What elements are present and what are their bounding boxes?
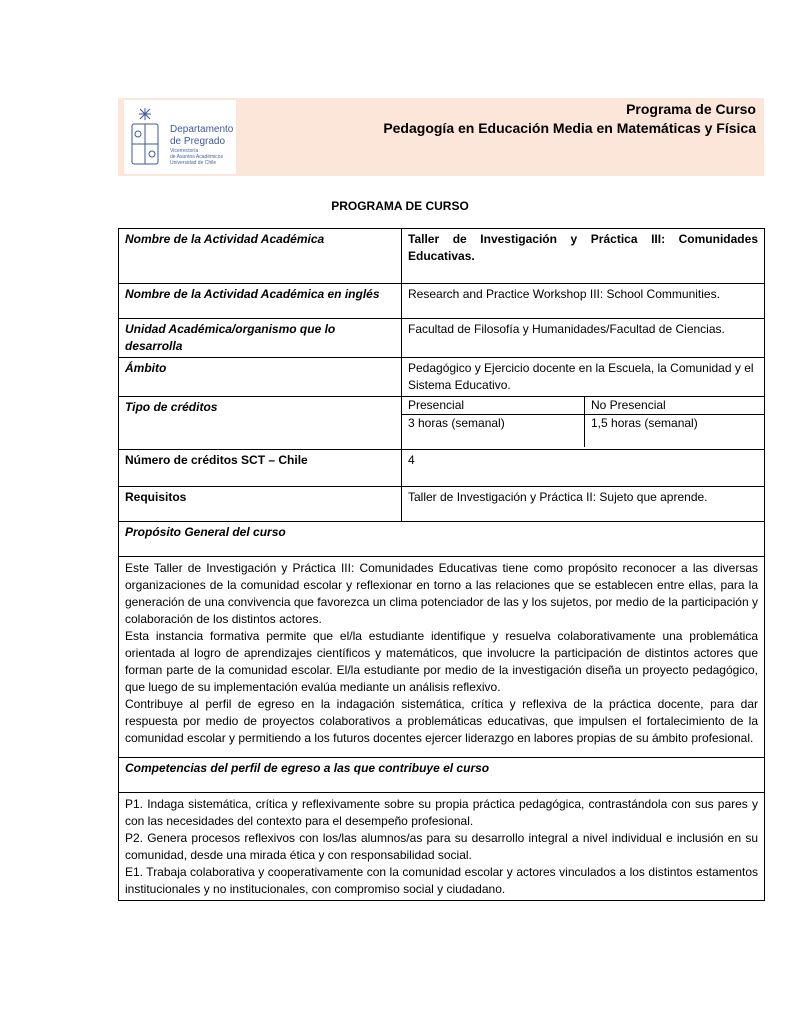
creditos-tipo-cell [402, 397, 765, 450]
row-creditos-num [119, 450, 765, 487]
competencia-e1: E1. Trabaja colaborativa y cooperativamente con la comunidad escolar y actores vinculados a los distintos estamentos institucionales y no institucionales, con compromiso social y ciudadano. [125, 865, 758, 896]
label-unidad: Unidad Académica/organismo que lo desarrolla [119, 319, 402, 358]
row-nombre [119, 229, 765, 284]
row-competencias-heading [119, 758, 765, 793]
creditos-subtable [402, 397, 764, 447]
row-unidad [119, 319, 765, 358]
value-nombre-en: Research and Practice Workshop III: School Communities. [402, 284, 765, 319]
label-nombre-en: Nombre de la Actividad Académica en inglés [119, 284, 402, 319]
department-logo [124, 100, 236, 174]
value-ambito: Pedagógico y Ejercicio docente en la Escuela, la Comunidad y el Sistema Educativo. [402, 358, 765, 397]
presencial-horas: 3 horas (semanal) [402, 415, 585, 448]
presencial-label: Presencial [402, 397, 585, 415]
row-creditos-tipo [119, 397, 765, 450]
proposito-paragraph-3: Contribuye al perfil de egreso en la indagación sistemática, crítica y reflexiva de la práctica docente, para dar respuesta por medio de proyectos colaborativos a problemáticas educativas, que impulsen el fortalecimiento de la comunidad escolar y permitiendo a los futuros docentes ejercer liderazgo en labores propias de su ámbito profesional. [125, 697, 758, 745]
logo-line-5: Universidad de Chile [170, 160, 217, 166]
row-competencias-body [119, 793, 765, 901]
course-table [118, 228, 765, 901]
page-header [118, 98, 764, 176]
label-ambito: Ámbito [119, 358, 402, 397]
label-requisitos: Requisitos [119, 487, 402, 522]
header-title [383, 100, 756, 138]
proposito-paragraph-2: Esta instancia formativa permite que el/la estudiante identifique y resuelva colaborativamente una problemática orientada al logro de aprendizajes científicos y matemáticos, que involucre la participación de distintos actores que forman parte de la comunidad escolar. El/la estudiante por medio de la investigación diseña un proyecto pedagógico, que luego de su implementación evalúa mediante un análisis reflexivo. [125, 629, 758, 694]
university-emblem-icon [128, 106, 162, 170]
row-ambito [119, 358, 765, 397]
value-nombre: Taller de Investigación y Práctica III: Comunidades Educativas. [402, 229, 765, 284]
logo-text [170, 124, 233, 166]
logo-line-3: Vicerrectoría [170, 148, 199, 154]
no-presencial-horas: 1,5 horas (semanal) [591, 416, 698, 430]
no-presencial-label: No Presencial [585, 397, 765, 415]
proposito-body [119, 557, 765, 758]
header-title-line-2: Pedagogía en Educación Media en Matemáticas y Física [383, 120, 756, 136]
value-unidad: Facultad de Filosofía y Humanidades/Facultad de Ciencias. [402, 319, 765, 358]
document-title: PROGRAMA DE CURSO [331, 199, 469, 213]
logo-line-1: Departamento [170, 124, 234, 135]
competencias-body [119, 793, 765, 901]
label-nombre: Nombre de la Actividad Académica [119, 229, 402, 284]
row-nombre-en [119, 284, 765, 319]
label-creditos-num: Número de créditos SCT – Chile [119, 450, 402, 487]
logo-line-2: de Pregrado [170, 136, 226, 147]
header-title-line-1: Programa de Curso [626, 101, 756, 117]
row-proposito-heading [119, 522, 765, 557]
competencia-p1: P1. Indaga sistemática, crítica y reflexivamente sobre su propia práctica pedagógica, contrastándola con sus pares y con las necesidades del contexto para el desempeño profesional. [125, 797, 758, 828]
label-creditos-tipo: Tipo de créditos [119, 397, 402, 450]
logo-line-4: de Asuntos Académicos [170, 154, 224, 160]
value-requisitos: Taller de Investigación y Práctica II: Sujeto que aprende. [402, 487, 765, 522]
competencias-heading: Competencias del perfil de egreso a las que contribuye el curso [119, 758, 765, 793]
row-requisitos [119, 487, 765, 522]
value-creditos-num: 4 [402, 450, 765, 487]
competencia-p2: P2. Genera procesos reflexivos con los/las alumnos/as para su desarrollo integral a nivel individual e inclusión en su comunidad, desde una mirada ética y con responsabilidad social. [125, 831, 758, 862]
row-proposito-body [119, 557, 765, 758]
proposito-paragraph-1: Este Taller de Investigación y Práctica III: Comunidades Educativas tiene como propósito reconocer a las diversas organizaciones de la comunidad escolar y reflexionar en torno a las relaciones que se establecen entre ellas, para la generación de una convivencia que favorezca un clima potenciador de las y los sujetos, por medio de la participación y colaboración de los distintos actores. [125, 561, 758, 626]
proposito-heading: Propósito General del curso [119, 522, 765, 557]
